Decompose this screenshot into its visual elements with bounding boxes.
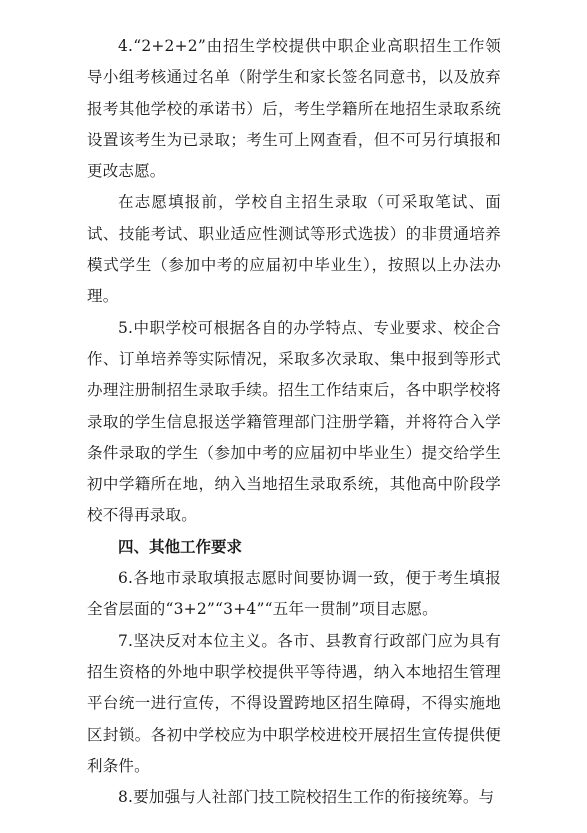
section-heading-other-requirements: 四、其他工作要求 [118, 537, 243, 556]
paragraph-item-5: 5.中职学校可根据各自的办学特点、专业要求、校企合作、订单培养等实际情况，采取多次录取、集中报到等形式办理注册制招生录取手续。招生工作结束后，各中职学校将录取的学生信息报送学籍管理部门注册学籍，并将符合入学条件录取的学生（参加中考的应届初中毕业生）提交给学生初中学籍所在地，纳入当地招生录取系统，其他高中阶段学校不得再录取。 [87, 318, 501, 525]
paragraph-item-8: 8.要加强与人社部门技工院校招生工作的衔接统筹。与 [118, 788, 495, 807]
paragraph-item-7: 7.坚决反对本位主义。各市、县教育行政部门应为具有招生资格的外地中职学校提供平等待遇，纳入本地招生管理平台统一进行宣传，不得设置跨地区招生障碍，不得实施地区封锁。各初中学校应为中职学校进校开展招生宣传提供便利条件。 [87, 631, 501, 775]
paragraph-item-4: 4.“2+2+2”由招生学校提供中职企业高职招生工作领导小组考核通过名单（附学生和家长签名同意书，以及放弃报考其他学校的承诺书）后，考生学籍所在地招生录取系统设置该考生为已录取；考生可上网查看，但不可另行填报和更改志愿。 [87, 37, 501, 181]
paragraph-item-6: 6.各地市录取填报志愿时间要协调一致，便于考生填报全省层面的“3+2”“3+4”“五年一贯制”项目志愿。 [87, 569, 501, 619]
paragraph-volunteer-filling: 在志愿填报前，学校自主招生录取（可采取笔试、面试、技能考试、职业适应性测试等形式选拔）的非贯通培养模式学生（参加中考的应届初中毕业生），按照以上办法办理。 [87, 193, 501, 306]
